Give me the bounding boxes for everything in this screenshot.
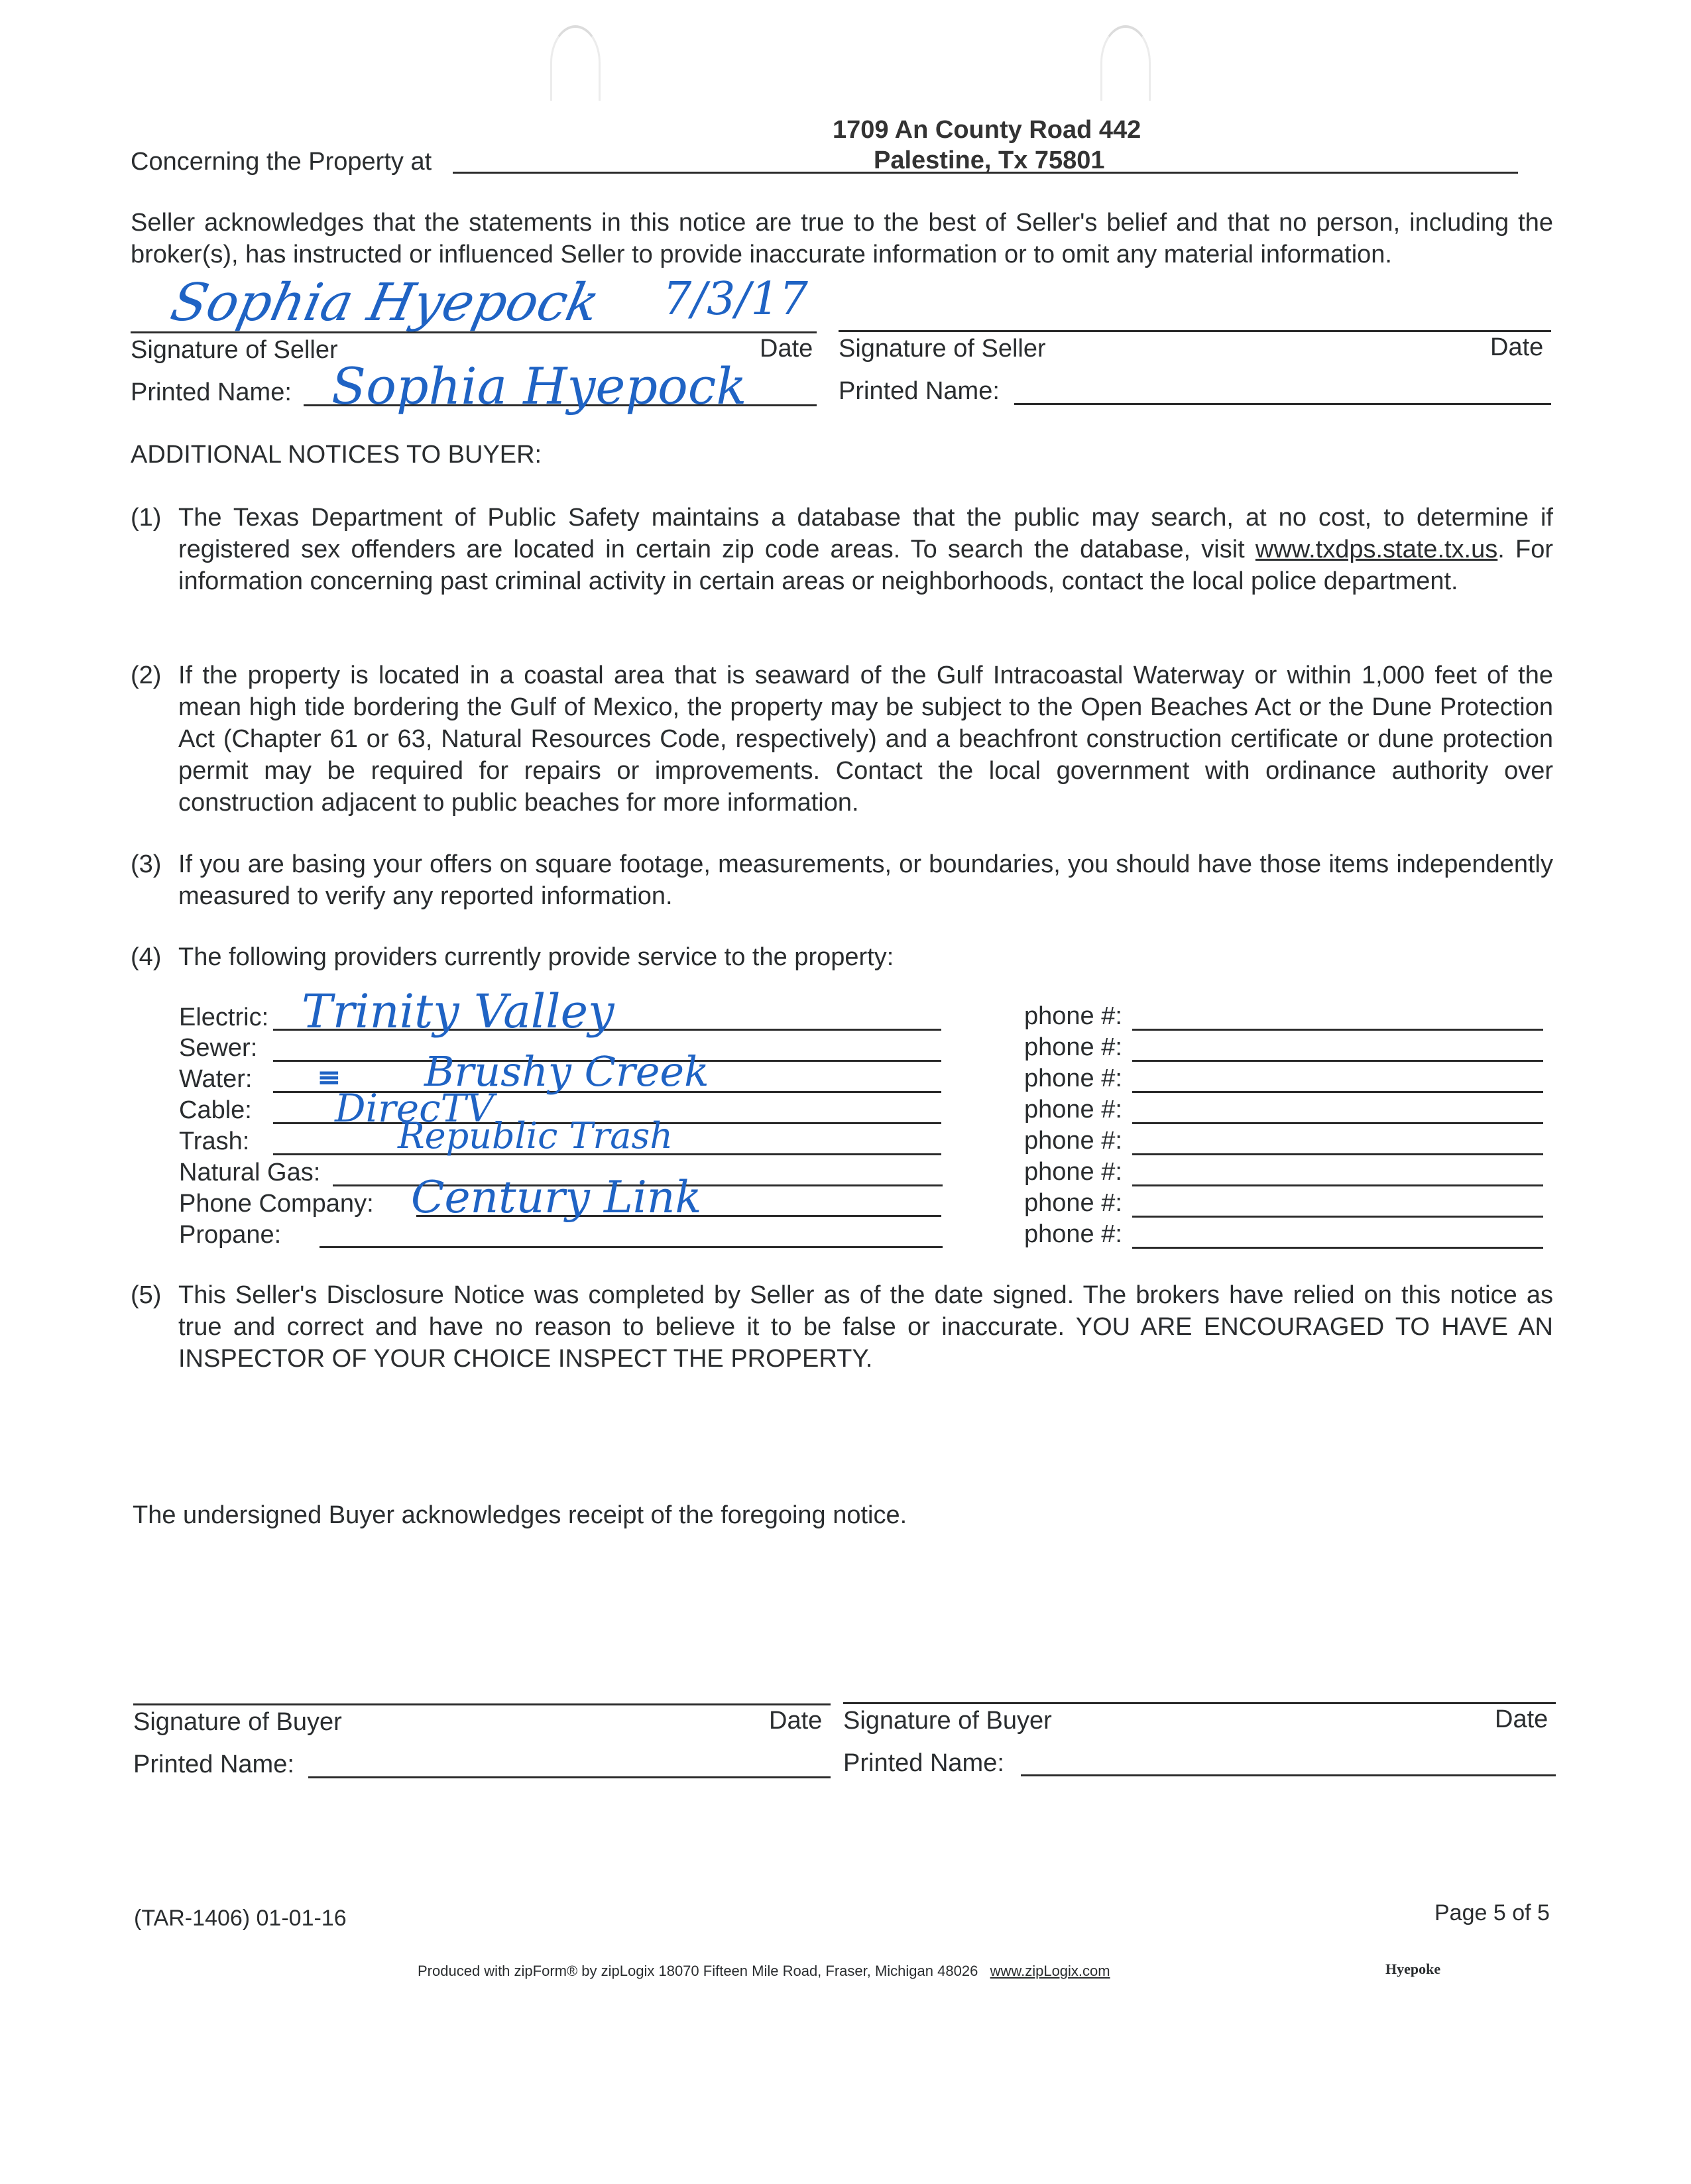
produced-by [418, 1962, 1110, 1981]
seller-acknowledgement-text: Seller acknowledges that the statements in this notice are true to the best of Seller's belief and that no person, including the broker(s), has instructed or influenced Seller to provide inaccurate information or to omit any material information. [131, 209, 1553, 268]
buyer2-printed-name-label: Printed Name: [843, 1749, 1004, 1777]
seller1-printed-name-label: Printed Name: [131, 378, 292, 406]
buyer1-printed-name-label: Printed Name: [133, 1751, 294, 1778]
notice-3 [131, 848, 1553, 912]
provider-value-water[interactable]: Brushy Creek [424, 1047, 709, 1096]
seller2-date-label: Date [1490, 333, 1544, 361]
provider-value-trash[interactable]: Republic Trash [398, 1115, 673, 1157]
notice-1-text-after: . For information concerning past criminal activity in certain areas or neighborhoods, contact the local police department. [178, 536, 1553, 595]
notice-2-number: (2) [131, 661, 162, 689]
ziplogix-link[interactable]: www.zipLogix.com [990, 1963, 1110, 1979]
address-line-1: 1709 An County Road 442 [833, 116, 1141, 144]
provider-value-phone-company[interactable]: Century Link [411, 1172, 702, 1223]
provider-label-sewer: Sewer: [179, 1034, 258, 1062]
seller-acknowledgement [131, 207, 1553, 270]
seller1-signature-label: Signature of Seller [131, 336, 338, 364]
notice-1-text: The Texas Department of Public Safety maintains a database that the public may search, at no cost, to determine if registered sex offenders are located in certain zip code areas. To search the database, visit [178, 504, 1553, 563]
phone-label-trash: phone #: [1024, 1127, 1122, 1155]
notice-4-number: (4) [131, 943, 162, 971]
notice-2-text: If the property is located in a coastal area that is seaward of the Gulf Intracoastal Waterway or within 1,000 feet of the mean high tide bordering the Gulf of Mexico, the property may be subject to the Open Beaches Act or the Dune Protection Act (Chapter 61 or 63, Natural Resources Code, respectively) and a beachfront construction certificate or dune protection permit may be required for repairs or improvements. Contact the local government with ordinance authority over construction adjacent to public beaches for more information. [178, 661, 1553, 817]
notice-5 [131, 1279, 1553, 1375]
notice-3-number: (3) [131, 850, 162, 878]
seller2-signature-label: Signature of Seller [839, 335, 1046, 363]
phone-label-propane: phone #: [1024, 1220, 1122, 1248]
seller1-date-label: Date [760, 335, 813, 363]
phone-field-propane[interactable] [1132, 1247, 1543, 1249]
water-strikethrough-mark: ≡ [317, 1061, 341, 1094]
file-name: Hyepoke [1385, 1961, 1441, 1977]
buyer1-date-label: Date [769, 1707, 823, 1735]
provider-label-water: Water: [179, 1065, 253, 1093]
phone-label-phone-company: phone #: [1024, 1189, 1122, 1217]
provider-label-trash: Trash: [179, 1127, 250, 1155]
seller1-handwritten-date[interactable]: 7/3/17 [663, 273, 808, 325]
buyer2-printed-name-line[interactable] [1021, 1774, 1556, 1776]
provider-value-cable[interactable]: DirecTV [335, 1086, 495, 1131]
buyer2-signature-label: Signature of Buyer [843, 1707, 1052, 1735]
notice-1 [131, 502, 1553, 597]
phone-label-sewer: phone #: [1024, 1033, 1122, 1061]
provider-value-electric[interactable]: Trinity Valley [302, 984, 614, 1039]
phone-label-electric: phone #: [1024, 1002, 1122, 1030]
phone-field-natural-gas[interactable] [1132, 1184, 1543, 1186]
phone-field-water[interactable] [1132, 1091, 1543, 1093]
notices-heading: ADDITIONAL NOTICES TO BUYER: [131, 441, 542, 469]
buyer1-signature-line [133, 1703, 831, 1705]
buyer1-signature-label: Signature of Buyer [133, 1708, 342, 1736]
form-id: (TAR-1406) 01-01-16 [134, 1906, 347, 1931]
seller2-printed-name-label: Printed Name: [839, 377, 1000, 405]
seller1-handwritten-signature[interactable]: Sophia Hyepock [166, 273, 605, 333]
phone-field-sewer[interactable] [1132, 1060, 1543, 1062]
seller2-signature-line [839, 330, 1551, 332]
buyer2-signature-line [843, 1702, 1556, 1704]
buyer-acknowledgement: The undersigned Buyer acknowledges receipt of the foregoing notice. [133, 1501, 907, 1529]
phone-field-trash[interactable] [1132, 1153, 1543, 1155]
seller1-handwritten-printed-name[interactable]: Sophia Hyepock [331, 357, 747, 416]
provider-label-phone-company: Phone Company: [179, 1190, 374, 1218]
notice-1-number: (1) [131, 504, 162, 532]
notice-5-text: This Seller's Disclosure Notice was completed by Seller as of the date signed. The brokers have relied on this notice as true and correct and have no reason to believe it to be false or inaccurate. [178, 1281, 1553, 1341]
txdps-link[interactable]: www.txdps.state.tx.us [1255, 536, 1498, 563]
buyer1-printed-name-line[interactable] [308, 1776, 831, 1778]
notice-3-text: If you are basing your offers on square footage, measurements, or boundaries, you should have those items independently measured to verify any reported information. [178, 850, 1553, 910]
provider-field-propane[interactable] [320, 1246, 943, 1248]
punch-hole-right [1100, 25, 1151, 101]
notice-5-number: (5) [131, 1281, 162, 1309]
notice-2 [131, 660, 1553, 819]
phone-label-water: phone #: [1024, 1064, 1122, 1092]
page-number: Page 5 of 5 [1434, 1900, 1550, 1925]
seller2-printed-name-line [1014, 403, 1551, 405]
phone-field-electric[interactable] [1132, 1029, 1543, 1031]
phone-field-cable[interactable] [1132, 1122, 1543, 1124]
provider-label-cable: Cable: [179, 1096, 252, 1124]
notice-5-inspector-warning: YOU ARE ENCOURAGED TO HAVE AN INSPECTOR OF YOUR CHOICE INSPECT THE PROPERTY. [178, 1313, 1553, 1373]
phone-field-phone-company[interactable] [1132, 1216, 1543, 1218]
punch-hole-left [550, 25, 601, 101]
concerning-label: Concerning the Property at [131, 148, 432, 176]
provider-label-electric: Electric: [179, 1004, 269, 1031]
buyer2-date-label: Date [1495, 1705, 1548, 1733]
provider-label-natural-gas: Natural Gas: [179, 1159, 321, 1186]
provider-label-propane: Propane: [179, 1221, 282, 1249]
notice-4-text: The following providers currently provide service to the property: [178, 943, 894, 971]
phone-label-natural-gas: phone #: [1024, 1158, 1122, 1186]
notice-4 [131, 941, 1553, 973]
produced-by-text: Produced with zipForm® by zipLogix 18070 Fifteen Mile Road, Fraser, Michigan 48026 [418, 1963, 978, 1979]
phone-label-cable: phone #: [1024, 1096, 1122, 1123]
address-line-2: Palestine, Tx 75801 [874, 146, 1105, 174]
